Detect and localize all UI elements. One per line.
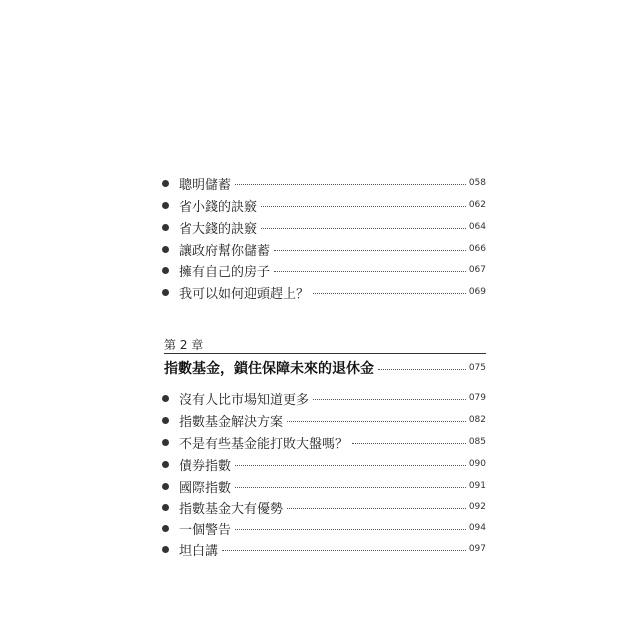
toc-entry [162,432,486,452]
entry-title: 坦白講 [179,543,219,559]
page-number: 085 [468,437,486,447]
bullet-icon [162,289,169,296]
toc-entry [162,239,486,259]
page-number: 092 [468,502,486,512]
dot-leader [261,206,466,207]
dot-leader [313,293,466,294]
bullet-icon [162,439,169,446]
page-number: 075 [468,363,486,373]
bullet-icon [162,180,169,187]
dot-leader [313,399,466,400]
chapter-label: 第 2 章 [164,338,204,352]
page-number: 091 [468,481,486,491]
entry-title: 擁有自己的房子 [179,264,271,280]
bullet-icon [162,202,169,209]
page-number: 067 [468,265,486,275]
page-number: 090 [468,459,486,469]
page-number: 064 [468,222,486,232]
entry-title: 我可以如何迎頭趕上？ [179,286,310,302]
page-number: 058 [468,178,486,188]
dot-leader [274,250,466,251]
entry-title: 讓政府幫你儲蓄 [179,243,271,259]
entry-title: 債券指數 [179,458,232,474]
toc-entry [162,410,486,430]
bullet-icon [162,267,169,274]
chapter-title: 指數基金，鎖住保障未來的退休金 [164,361,374,377]
page-number: 094 [468,523,486,533]
bullet-icon [162,546,169,553]
toc-entry [162,539,486,559]
chapter-heading [164,357,486,379]
dot-leader [287,421,466,422]
bullet-icon [162,417,169,424]
page-number: 082 [468,415,486,425]
bullet-icon [162,525,169,532]
toc-entry [162,388,486,408]
dot-leader [235,465,466,466]
bullet-icon [162,395,169,402]
bullet-icon [162,224,169,231]
toc-entry [162,282,486,302]
entry-title: 指數基金大有優勢 [179,501,284,517]
toc-entry [162,217,486,237]
page-number: 079 [468,393,486,403]
bullet-icon [162,461,169,468]
toc-entry [162,497,486,517]
bullet-icon [162,483,169,490]
page-number: 097 [468,544,486,554]
dot-leader [352,443,466,444]
dot-leader [235,184,466,185]
toc-entry [162,260,486,280]
dot-leader [261,228,466,229]
entry-title: 省大錢的訣竅 [179,221,258,237]
chapter-divider [164,353,486,354]
entry-title: 指數基金解決方案 [179,414,284,430]
entry-title: 省小錢的訣竅 [179,199,258,215]
toc-entry [162,476,486,496]
dot-leader [274,271,466,272]
toc-entry [162,195,486,215]
page-number: 062 [468,200,486,210]
entry-title: 聰明儲蓄 [179,177,232,193]
entry-title: 一個警告 [179,522,232,538]
dot-leader [287,508,466,509]
entry-title: 沒有人比市場知道更多 [179,392,310,408]
toc-entry [162,454,486,474]
bullet-icon [162,246,169,253]
page-number: 069 [468,287,486,297]
dot-leader [235,487,466,488]
entry-title: 不是有些基金能打敗大盤嗎？ [179,436,349,452]
dot-leader [378,369,466,370]
dot-leader [235,529,466,530]
entry-title: 國際指數 [179,480,232,496]
bullet-icon [162,504,169,511]
toc-entry [162,173,486,193]
page-number: 066 [468,244,486,254]
toc-entry [162,518,486,538]
dot-leader [222,550,466,551]
